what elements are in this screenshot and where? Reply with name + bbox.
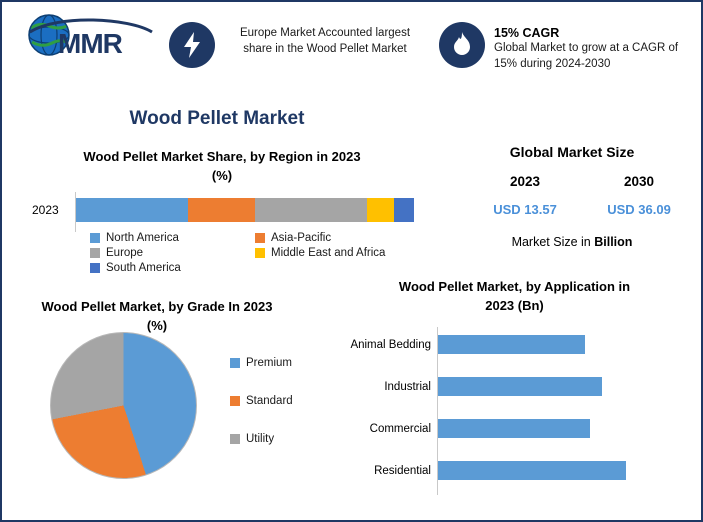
flame-icon [452, 32, 472, 58]
legend-swatch-icon [230, 358, 240, 368]
region-segment-middle-east-africa [367, 198, 394, 222]
legend-swatch-icon [230, 434, 240, 444]
brand-logo [16, 10, 166, 70]
legend-swatch-icon [90, 233, 100, 243]
lightning-bolt-badge [169, 22, 215, 68]
application-label: Industrial [384, 381, 431, 393]
grade-chart-title-line2: (%) [146, 317, 168, 333]
legend-swatch-icon [255, 233, 265, 243]
region-chart-title [22, 148, 422, 186]
gms-year-2023: 2023 [509, 174, 541, 189]
page-title: Wood Pellet Market [129, 108, 305, 129]
region-chart-title-line1: Wood Pellet Market Share, by Region in 2023 [83, 149, 361, 164]
application-label: Commercial [369, 423, 431, 435]
gms-unit-prefix: Market Size in [511, 235, 595, 249]
region-segment-europe [255, 198, 367, 222]
legend-label: Europe [106, 247, 144, 259]
badge-cagr-text: Global Market to grow at a CAGR of 15% during 2024-2030 [494, 42, 679, 70]
legend-label: South America [106, 262, 181, 274]
badge-cagr [494, 26, 694, 72]
application-label: Animal Bedding [350, 339, 431, 351]
application-bar [438, 377, 602, 396]
application-row-animal-bedding [337, 327, 687, 369]
application-bar [438, 335, 585, 354]
brand-name: MMR [58, 28, 122, 59]
application-row-residential [337, 453, 687, 495]
legend-swatch-icon [90, 263, 100, 273]
legend-item-north-america [90, 232, 255, 244]
legend-item-middle-east-africa [255, 247, 420, 259]
legend-item-europe [90, 247, 255, 259]
legend-label: Standard [246, 395, 293, 407]
global-market-size-title: Global Market Size [509, 144, 635, 160]
lightning-bolt-icon [181, 32, 203, 58]
region-segment-north-america [76, 198, 188, 222]
grade-chart-title [12, 298, 302, 336]
gms-value-2023: USD 13.57 [493, 202, 557, 217]
legend-item-standard [230, 395, 293, 407]
gms-value-2030: USD 36.09 [607, 202, 671, 217]
application-chart-title-line2: 2023 (Bn) [485, 297, 544, 313]
region-chart-title-line2: (%) [211, 167, 233, 183]
legend-label: Premium [246, 357, 293, 369]
gms-year-2030: 2030 [623, 174, 655, 189]
legend-item-asia-pacific [255, 232, 420, 244]
legend-item-premium [230, 357, 293, 369]
application-label: Residential [374, 465, 431, 477]
region-segment-south-america [394, 198, 414, 222]
legend-label: Utility [246, 433, 275, 445]
region-chart-category-label: 2023 [32, 203, 59, 217]
application-bar-chart [337, 327, 687, 502]
region-segment-asia-pacific [188, 198, 256, 222]
legend-item-south-america [90, 262, 255, 274]
application-chart-title-line1: Wood Pellet Market, by Application in [398, 279, 631, 294]
grade-chart-title-line1: Wood Pellet Market, by Grade In 2023 [41, 299, 273, 314]
badge-cagr-title: 15% CAGR [494, 26, 560, 40]
gms-unit-bold: Billion [594, 235, 633, 249]
legend-label: Asia-Pacific [271, 232, 332, 244]
badge-europe-text: Europe Market Accounted largest share in the Wood Pellet Market [239, 27, 411, 55]
legend-label: North America [106, 232, 179, 244]
grade-pie-graphic [50, 332, 197, 479]
application-chart-title [342, 278, 687, 316]
legend-swatch-icon [230, 396, 240, 406]
region-share-chart [32, 192, 422, 232]
region-chart-legend [90, 232, 430, 277]
gms-unit-note [457, 235, 687, 249]
region-chart-stacked-bar [76, 198, 414, 222]
grade-pie-chart [50, 332, 200, 482]
application-row-industrial [337, 369, 687, 411]
application-bar [438, 419, 590, 438]
legend-swatch-icon [255, 248, 265, 258]
application-bar [438, 461, 626, 480]
legend-label: Middle East and Africa [271, 247, 386, 259]
application-row-commercial [337, 411, 687, 453]
grade-pie-legend [230, 357, 293, 471]
legend-swatch-icon [90, 248, 100, 258]
legend-item-utility [230, 433, 293, 445]
flame-badge [439, 22, 485, 68]
